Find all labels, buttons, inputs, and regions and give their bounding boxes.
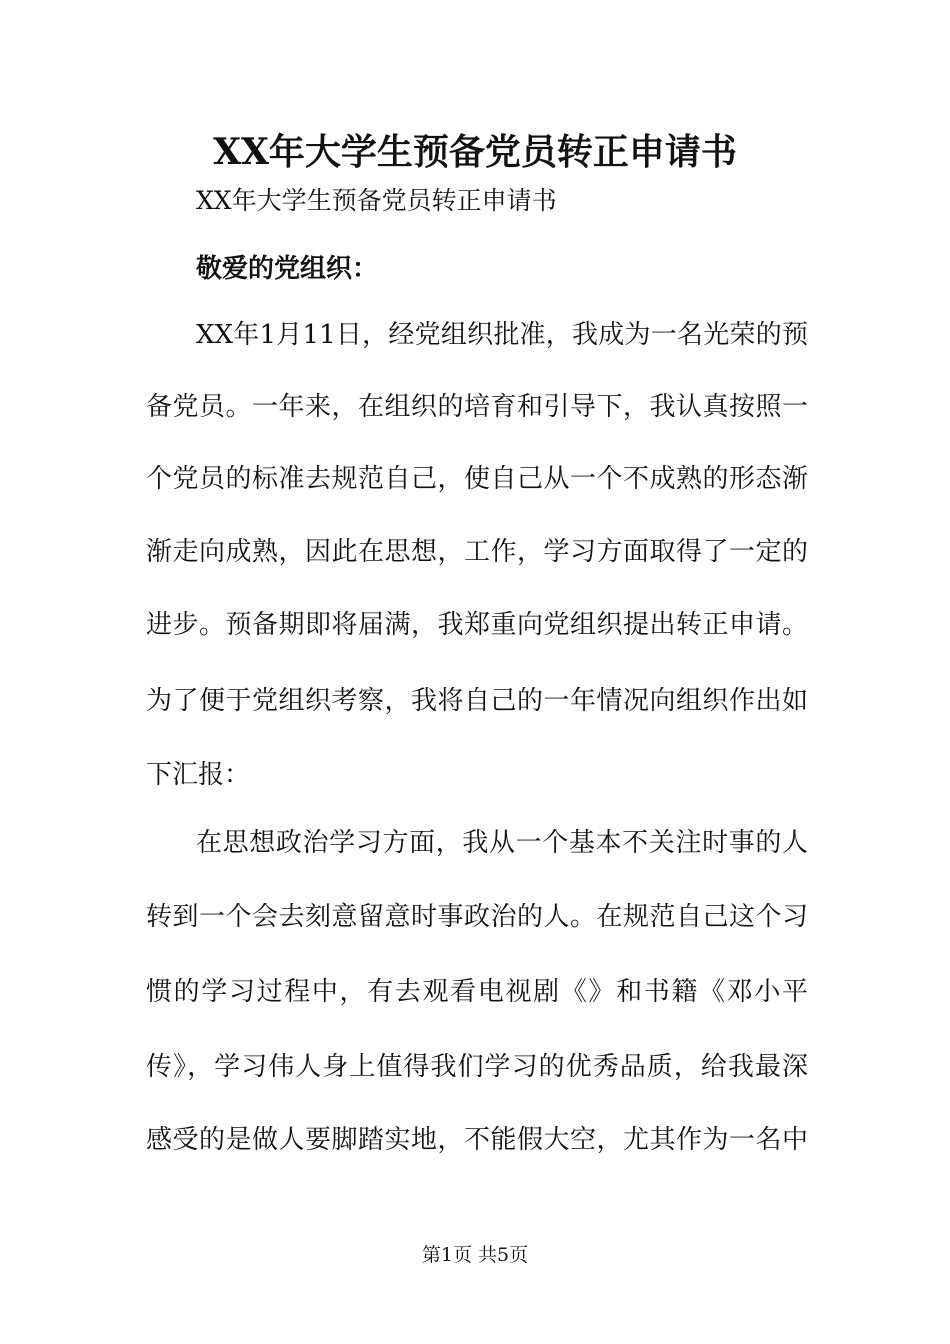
body-line: 渐走向成熟，因此在思想，工作，学习方面取得了一定的 [146, 537, 808, 567]
body-line: 转到一个会去刻意留意时事政治的人。在规范自己这个习 [146, 902, 808, 932]
body-line: 感受的是做人要脚踏实地，不能假大空，尤其作为一名中 [146, 1125, 808, 1155]
body-line: 传》，学习伟人身上值得我们学习的优秀品质，给我最深 [146, 1052, 808, 1082]
document-subtitle: XX年大学生预备党员转正申请书 [196, 186, 557, 215]
salutation: 敬爱的党组织： [196, 254, 379, 284]
body-line: 进步。预备期即将届满，我郑重向党组织提出转正申请。 [146, 610, 808, 640]
document-title: XX年大学生预备党员转正申请书 [213, 131, 737, 173]
body-line: 个党员的标准去规范自己，使自己从一个不成熟的形态渐 [146, 464, 808, 494]
body-line: XX年1月11日，经党组织批准，我成为一名光荣的预 [196, 320, 808, 350]
body-line: 惯的学习过程中，有去观看电视剧《》和书籍《邓小平 [146, 977, 808, 1007]
body-line: 为了便于党组织考察，我将自己的一年情况向组织作出如 [146, 686, 808, 716]
page-footer: 第1页 共5页 [421, 1244, 529, 1266]
body-line: 备党员。一年来，在组织的培育和引导下，我认真按照一 [146, 392, 808, 422]
body-line: 下汇报： [146, 760, 251, 790]
body-line: 在思想政治学习方面，我从一个基本不关注时事的人 [196, 828, 808, 858]
